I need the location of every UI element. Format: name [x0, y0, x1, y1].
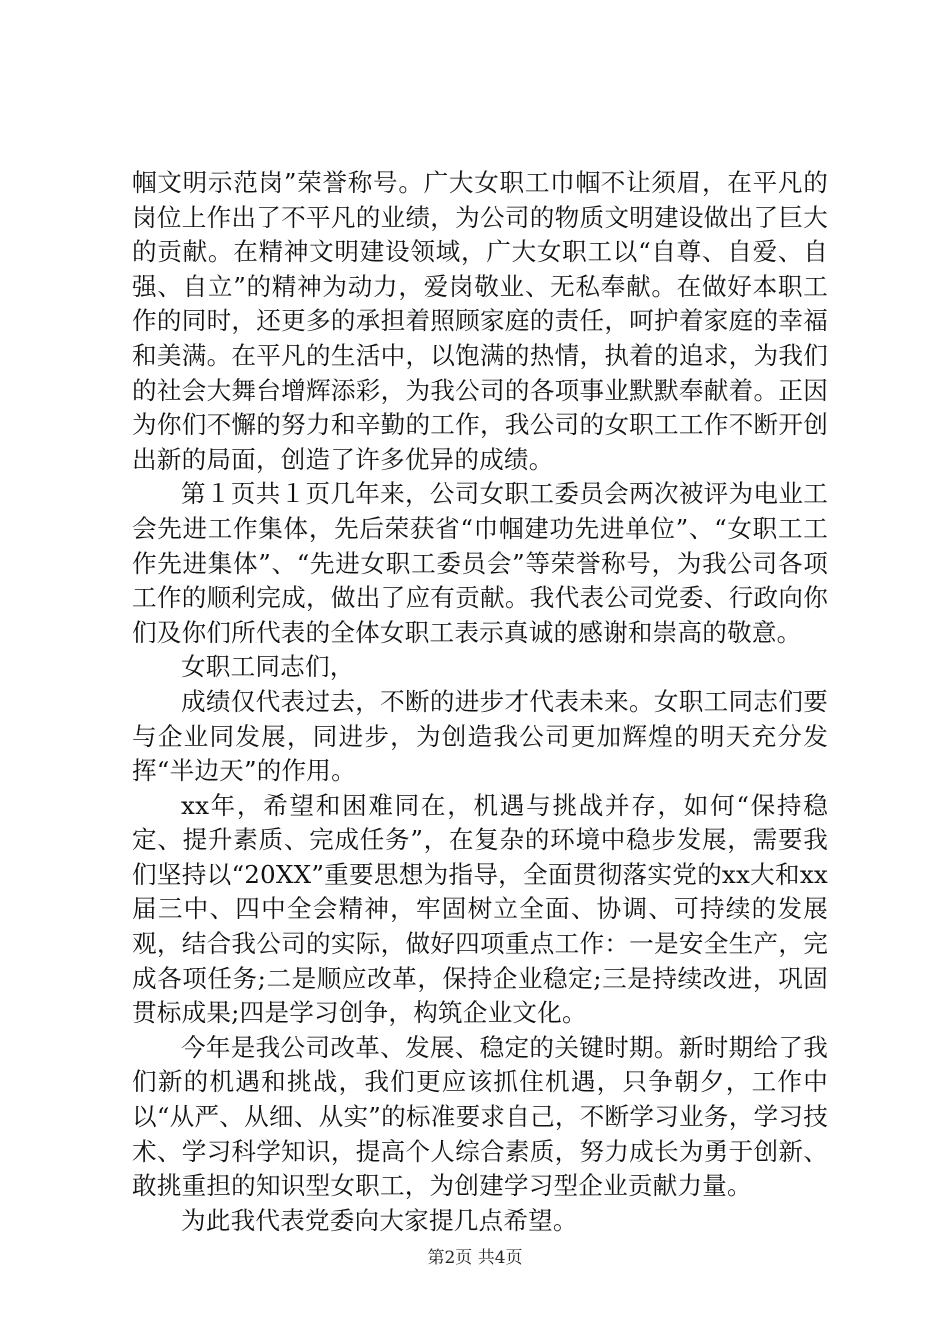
paragraph-achievements: 第１页共１页几年来，公司女职工委员会两次被评为电业工会先进工作集体，先后荣获省“巾帼建功先进单位”、“女职工工作先进集体”、“先进女职工委员会”等荣誉称号，为我公司各项工作的顺利完成，做出了应有贡献。我代表公司党委、行政向你们及你们所代表的全体女职工表示真诚的感谢和崇高的敬意。	[132, 479, 828, 647]
page-footer: 第2页 共4页	[427, 1248, 523, 1268]
paragraph-progress: 成绩仅代表过去，不断的进步才代表未来。女职工同志们要与企业同发展，同进步，为创造我公司更加辉煌的明天充分发挥“半边天”的作用。	[132, 686, 828, 786]
paragraph-hopes: 为此我代表党委向大家提几点希望。	[181, 1205, 578, 1235]
paragraph-critical-period: 今年是我公司改革、发展、稳定的关键时期。新时期给了我们新的机遇和挑战，我们更应该抓住机遇，只争朝夕，工作中以“从严、从细、从实”的标准要求自己，不断学习业务，学习技术、学习科学知识，提高个人综合素质，努力成长为勇于创新、敢挑重担的知识型女职工，为创建学习型企业贡献力量。	[132, 1032, 828, 1201]
document-body	[132, 166, 828, 1238]
paragraph-key-tasks: xx年，希望和困难同在，机遇与挑战并存，如何“保持稳定、提升素质、完成任务”，在复杂的环境中稳步发展，需要我们坚持以“20XX”重要思想为指导，全面贯彻落实党的xx大和xx届三中、四中全会精神，牢固树立全面、协调、可持续的发展观，结合我公司的实际，做好四项重点工作：一是安全生产，完成各项任务;二是顺应改革，保持企业稳定;三是持续改进，巩固贯标成果;四是学习创争，构筑企业文化。	[132, 790, 828, 1028]
paragraph-continuation: 帼文明示范岗”荣誉称号。广大女职工巾帼不让须眉，在平凡的岗位上作出了不平凡的业绩，为公司的物质文明建设做出了巨大的贡献。在精神文明建设领域，广大女职工以“自尊、自爱、自强、自立”的精神为动力，爱岗敬业、无私奉献。在做好本职工作的同时，还更多的承担着照顾家庭的责任，呵护着家庭的幸福和美满。在平凡的生活中，以饱满的热情，执着的追求，为我们的社会大舞台增辉添彩，为我公司的各项事业默默奉献着。正因为你们不懈的努力和辛勤的工作，我公司的女职工工作不断开创出新的局面，创造了许多优异的成绩。	[132, 168, 828, 474]
paragraph-salutation: 女职工同志们，	[181, 652, 355, 682]
